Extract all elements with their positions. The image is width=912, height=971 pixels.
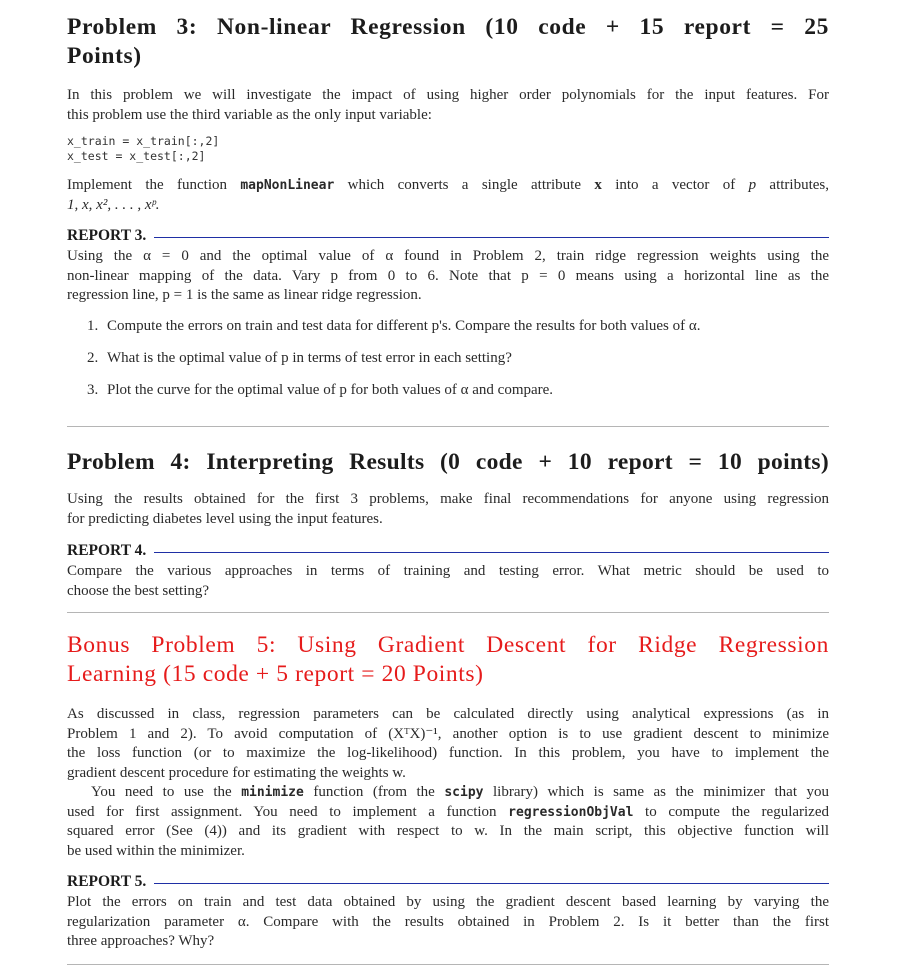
problem5-para1-line4: gradient descent procedure for estimating the weights w. — [67, 764, 406, 781]
problem3-title — [67, 13, 829, 71]
report5-body — [67, 893, 829, 952]
problem5-title-line1: Bonus Problem 5: Using Gradient Descent for Ridge Regression — [67, 632, 829, 658]
list-item-number: 3. — [87, 382, 99, 398]
list-item-text: Plot the curve for the optimal value of p for both values of α and compare. — [107, 382, 554, 398]
report4-rule — [154, 552, 829, 553]
problem5-para1-line2: Problem 1 and 2). To avoid computation of (XᵀX)⁻¹, another option is to use gradient descent to minimize — [67, 725, 829, 742]
problem5-para2-line3: squared error (See (4)) and its gradient with respect to w. In the main script, this objective function will — [67, 823, 829, 839]
problem3-implement-line1 — [67, 176, 829, 196]
problem4-intro — [67, 490, 829, 529]
problem3-title-line1: Problem 3: Non-linear Regression (10 code + 15 report = 25 — [67, 14, 829, 40]
para2-post: library) which is same as the minimizer that you — [483, 784, 830, 800]
code-line-test: x_test = x_test[:,2] — [67, 149, 206, 163]
list-item — [87, 382, 829, 414]
impl-pre: Implement the function — [67, 177, 241, 193]
function-name-mapnonlinear: mapNonLinear — [240, 178, 335, 193]
problem5-para2 — [67, 783, 829, 861]
problem5-para1-line3: the loss function (or to maximize the log-likelihood) function. In this problem, you have to implement the — [67, 745, 829, 761]
section-divider — [67, 612, 829, 613]
report5-line1: Plot the errors on train and test data obtained by using the gradient descent based learning by varying the — [67, 894, 829, 910]
problem3-intro-line2: this problem use the third variable as the only input variable: — [67, 106, 432, 123]
code-line-train: x_train = x_train[:,2] — [67, 134, 220, 148]
para2-pre: You need to use the — [91, 784, 242, 800]
problem5-title — [67, 631, 829, 689]
section-divider — [67, 964, 829, 965]
problem3-intro-line1: In this problem we will investigate the impact of using higher order polynomials for the input features. For — [67, 87, 829, 103]
problem5-para1-line1: As discussed in class, regression parameters can be calculated directly using analytical expressions (as in — [67, 706, 829, 722]
report3-label: REPORT 3. — [67, 227, 147, 244]
list-item-number: 2. — [87, 350, 99, 366]
function-name-minimize: minimize — [241, 785, 304, 800]
report5-rule — [154, 883, 829, 884]
library-name-scipy: scipy — [444, 785, 484, 800]
list-item — [87, 350, 829, 382]
report3-body — [67, 247, 829, 306]
problem5-para2-line1 — [67, 783, 829, 803]
impl-end: attributes, — [756, 177, 829, 193]
problem5-para1 — [67, 705, 829, 783]
para2-mid: function (from the — [303, 784, 445, 800]
report4-body — [67, 562, 829, 601]
report3-line1: Using the α = 0 and the optimal value of α found in Problem 2, train ridge regression weights using the — [67, 248, 829, 264]
para2-line2-pre: used for first assignment. You need to implement a function — [67, 803, 509, 820]
report4-header — [67, 542, 829, 560]
problem3-implement — [67, 176, 829, 215]
problem4-title-line: Problem 4: Interpreting Results (0 code + 10 report = 10 points) — [67, 449, 829, 475]
report4-label: REPORT 4. — [67, 542, 147, 559]
list-item-text: What is the optimal value of p in terms of test error in each setting? — [107, 350, 512, 366]
problem3-title-line2: Points) — [67, 43, 142, 69]
list-item-text: Compute the errors on train and test data for different p's. Compare the results for both values of α. — [107, 318, 701, 334]
problem3-intro — [67, 86, 829, 125]
report5-line2: regularization parameter α. Compare with the results obtained in Problem 2. Is it better than the first — [67, 913, 829, 930]
impl-post: into a vector of — [601, 177, 749, 193]
list-item — [87, 318, 829, 350]
problem5-para2-line2 — [67, 803, 829, 823]
report4-line1: Compare the various approaches in terms of training and testing error. What metric should be used to — [67, 563, 829, 579]
problem4-intro-line2: for predicting diabetes level using the input features. — [67, 510, 383, 527]
impl-mid: which converts a single attribute — [334, 177, 595, 193]
problem3-code-block — [67, 134, 829, 164]
function-name-regressionobjval: regressionObjVal — [508, 804, 634, 820]
problem5-para2-line4: be used within the minimizer. — [67, 842, 245, 859]
impl-p-symbol: p — [748, 177, 757, 193]
problem4-title — [67, 448, 829, 477]
report3-line2: non-linear mapping of the data. Vary p from 0 to 6. Note that p = 0 means using a horizontal line as the — [67, 267, 829, 284]
report5-label: REPORT 5. — [67, 873, 147, 890]
report4-line2: choose the best setting? — [67, 582, 210, 599]
para2-line2-post: to compute the regularized — [633, 803, 829, 820]
report5-line3: three approaches? Why? — [67, 933, 215, 949]
report5-header — [67, 873, 829, 891]
section-divider — [67, 426, 829, 427]
problem4-intro-line1: Using the results obtained for the first 3 problems, make final recommendations for anyone using regression — [67, 491, 829, 507]
report3-rule — [154, 237, 829, 238]
problem5-title-line2: Learning (15 code + 5 report = 20 Points) — [67, 661, 484, 687]
list-item-number: 1. — [87, 318, 99, 334]
report3-line3: regression line, p = 1 is the same as linear ridge regression. — [67, 287, 422, 303]
impl-x-symbol: x — [594, 177, 602, 193]
report3-list — [87, 318, 829, 414]
report3-header — [67, 227, 829, 245]
problem3-implement-line2: 1, x, x², . . . , xᵖ. — [67, 196, 160, 213]
